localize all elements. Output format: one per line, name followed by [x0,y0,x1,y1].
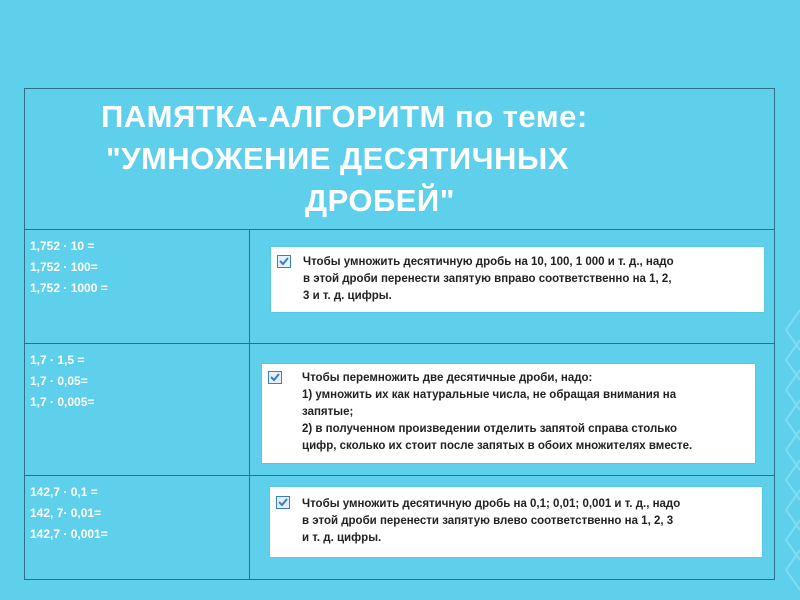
expression: 1,752 · 100= [30,260,98,274]
expressions-cell [30,236,108,299]
table-row [25,476,774,579]
rule-line: 1) умножить их как натуральные числа, не обращая внимания на [302,389,677,401]
rule-note [262,364,755,463]
memo-check-icon [268,371,282,384]
rule-line: Чтобы перемножить две десятичные дроби, надо: [302,372,593,384]
rule-note [271,247,764,312]
title-line-3: ДРОБЕЙ" [305,183,455,218]
title-line-1: ПАМЯТКА-АЛГОРИТМ по теме: [101,99,588,134]
rule-text [303,254,758,305]
rule-line: в этой дроби перенести запятую вправо соответственно на 1, 2, [303,273,672,285]
rule-line: 3 и т. д. цифры. [303,290,392,302]
expression: 142,7 · 0,001= [30,527,108,541]
title-line-2: "УМНОЖЕНИЕ ДЕСЯТИЧНЫХ [106,141,569,176]
expressions-cell [30,482,108,545]
rule-line: цифр, сколько их стоит после запятых в обоих множителях вместе. [302,440,693,452]
column-divider [249,344,250,475]
rule-line: Чтобы умножить десятичную дробь на 10, 100, 1 000 и т. д., надо [303,256,674,268]
title-cell [25,89,774,230]
expression: 142,7 · 0,1 = [30,485,98,499]
rule-line: 2) в полученном произведении отделить запятой справа столько [302,423,677,435]
expression: 1,7 · 0,05= [30,374,88,388]
table-row [25,230,774,344]
rule-text [302,370,749,455]
column-divider [249,476,250,579]
rule-line: Чтобы умножить десятичную дробь на 0,1; 0,01; 0,001 и т. д., надо [302,498,681,510]
expressions-cell [30,350,94,413]
rule-line: в этой дроби перенести запятую влево соответственно на 1, 2, 3 [302,515,674,527]
chevron-decor-icon [780,300,800,600]
rule-line: и т. д. цифры. [302,532,382,544]
column-divider [249,230,250,343]
rule-note [270,487,762,557]
expression: 1,752 · 1000 = [30,281,108,295]
memo-check-icon [276,496,290,509]
expression: 1,7 · 1,5 = [30,353,85,367]
expression: 142, 7· 0,01= [30,506,102,520]
rule-text [302,496,756,547]
memo-table [24,88,775,580]
table-row [25,344,774,476]
expression: 1,752 · 10 = [30,239,95,253]
rule-line: запятые; [302,406,354,418]
memo-check-icon [277,255,291,268]
expression: 1,7 · 0,005= [30,395,95,409]
